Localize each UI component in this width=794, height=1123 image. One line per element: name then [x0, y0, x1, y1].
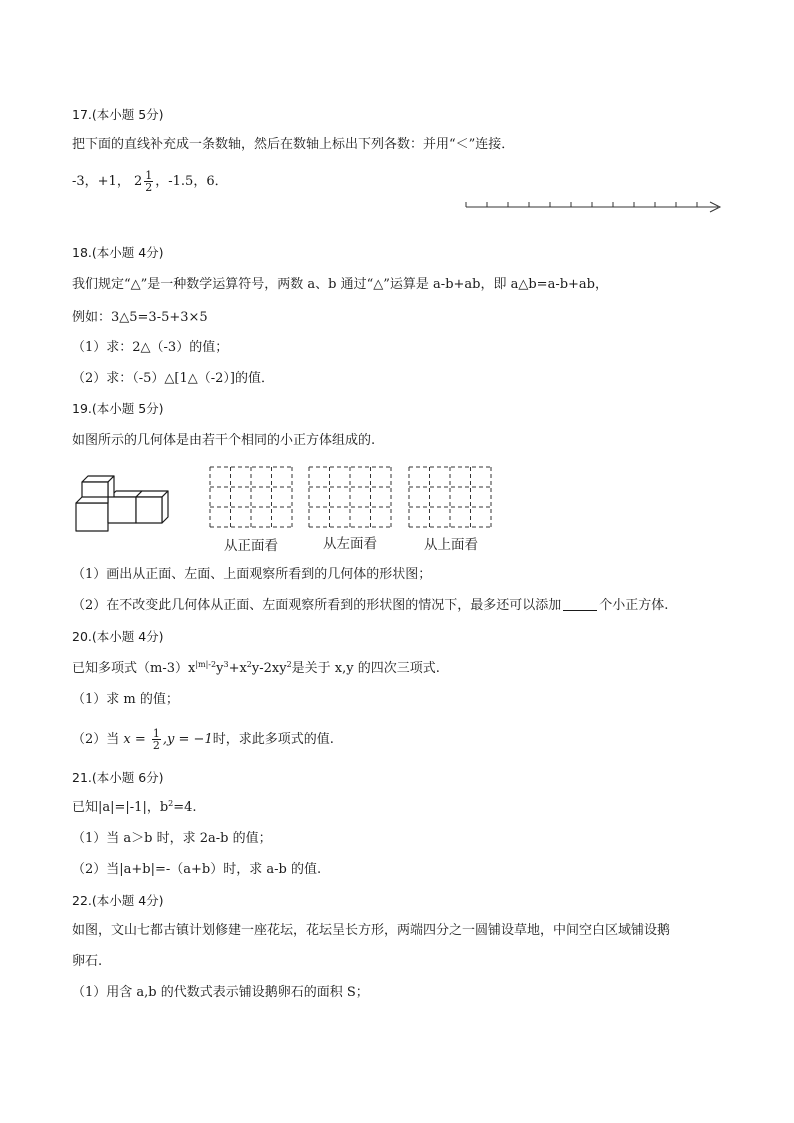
q20-fraction: $\frac{1}{2}$ — [152, 727, 160, 752]
q22-part1: （1）用含 a,b 的代数式表示铺设鹅卵石的面积 S； — [72, 985, 369, 1000]
q21-stmt-pre: 已知|a|=|-1|，b — [72, 800, 169, 815]
caption-top-view: 从上面看 — [424, 537, 478, 553]
q20-y-eq: ,y = −1 — [162, 732, 213, 747]
q21-statement — [72, 799, 197, 817]
q20-mid1: y — [216, 661, 224, 676]
q20-mid3: y-2xy — [251, 661, 287, 676]
q21-part2: （2）当|a+b|=-（a+b）时，求 a-b 的值. — [72, 862, 322, 877]
q18-part1: （1）求：2△（-3）的值； — [72, 340, 229, 355]
q18-header: 18.(本小题 4分) — [72, 245, 164, 260]
q21-part1: （1）当 a＞b 时，求 2a-b 的值； — [72, 831, 272, 846]
q20-part2-pre: （2）当 — [72, 732, 120, 747]
q19-part1: （1）画出从正面、左面、上面观察所看到的几何体的形状图； — [72, 567, 432, 582]
q17-nums-post: ，-1.5，6． — [155, 174, 228, 189]
q17-text: 把下面的直线补充成一条数轴，然后在数轴上标出下列各数：并用“＜”连接． — [72, 137, 515, 152]
q20-header: 20.(本小题 4分) — [72, 629, 164, 644]
q22-line2: 卵石. — [72, 954, 103, 969]
q20-exp2: 3 — [223, 660, 229, 669]
q20-x-eq: x = — [123, 732, 146, 747]
q20-part2 — [72, 728, 334, 751]
q22-line1: 如图，文山七都古镇计划修建一座花坛，花坛呈长方形，两端四分之一圆铺设草地，中间空白区域铺设鹅 — [72, 923, 671, 938]
q20-part1: （1）求 m 的值； — [72, 692, 179, 707]
q20-mid2: +x — [228, 661, 247, 676]
q20-statement — [72, 660, 440, 678]
q19-text: 如图所示的几何体是由若干个相同的小正方体组成的. — [72, 433, 376, 448]
q19-part2-post: 个小正方体. — [599, 598, 669, 613]
q17-nums-pre: -3，+1， — [72, 174, 130, 189]
q18-part2: （2）求：（-5）△[1△（-2）]的值． — [72, 371, 275, 386]
q22-header: 22.(本小题 4分) — [72, 893, 164, 908]
q20-stmt-post: 是关于 x,y 的四次三项式. — [291, 661, 440, 676]
q19-part2 — [72, 597, 668, 615]
q17-header: 17.(本小题 5分) — [72, 107, 164, 122]
q21-exp: 2 — [168, 799, 174, 808]
q21-stmt-post: =4. — [173, 800, 197, 815]
q17-numbers — [72, 170, 228, 193]
grid-front-view[interactable] — [209, 466, 293, 528]
q19-header: 19.(本小题 5分) — [72, 401, 164, 416]
q17-mixed-whole: 2 — [133, 174, 143, 189]
q21-header: 21.(本小题 6分) — [72, 770, 164, 785]
q18-example: 例如：3△5=3-5+3×5 — [72, 310, 208, 325]
q19-answer-blank[interactable] — [563, 610, 597, 611]
number-line-base[interactable] — [460, 196, 730, 216]
grid-top-view[interactable] — [408, 466, 492, 528]
q19-part2-pre: （2）在不改变此几何体从正面、左面观察所看到的形状图的情况下，最多还可以添加 — [72, 598, 562, 613]
q17-fraction: $\frac{1}{2}$ — [145, 169, 153, 194]
q20-exp3: 2 — [246, 660, 252, 669]
q20-stmt-pre: 已知多项式（m-3）x — [72, 661, 196, 676]
q20-exp1: |m|-2 — [195, 660, 217, 669]
caption-front-view: 从正面看 — [224, 538, 278, 554]
caption-left-view: 从左面看 — [323, 536, 377, 552]
q20-part2-post: 时，求此多项式的值. — [212, 732, 334, 747]
q20-exp4: 2 — [286, 660, 292, 669]
q18-definition: 我们规定“△”是一种数学运算符号，两数 a、b 通过“△”运算是 a-b+ab，即 a△b=a-b+ab， — [72, 277, 609, 292]
grid-left-view[interactable] — [308, 466, 392, 528]
cube-solid-figure — [72, 464, 176, 536]
